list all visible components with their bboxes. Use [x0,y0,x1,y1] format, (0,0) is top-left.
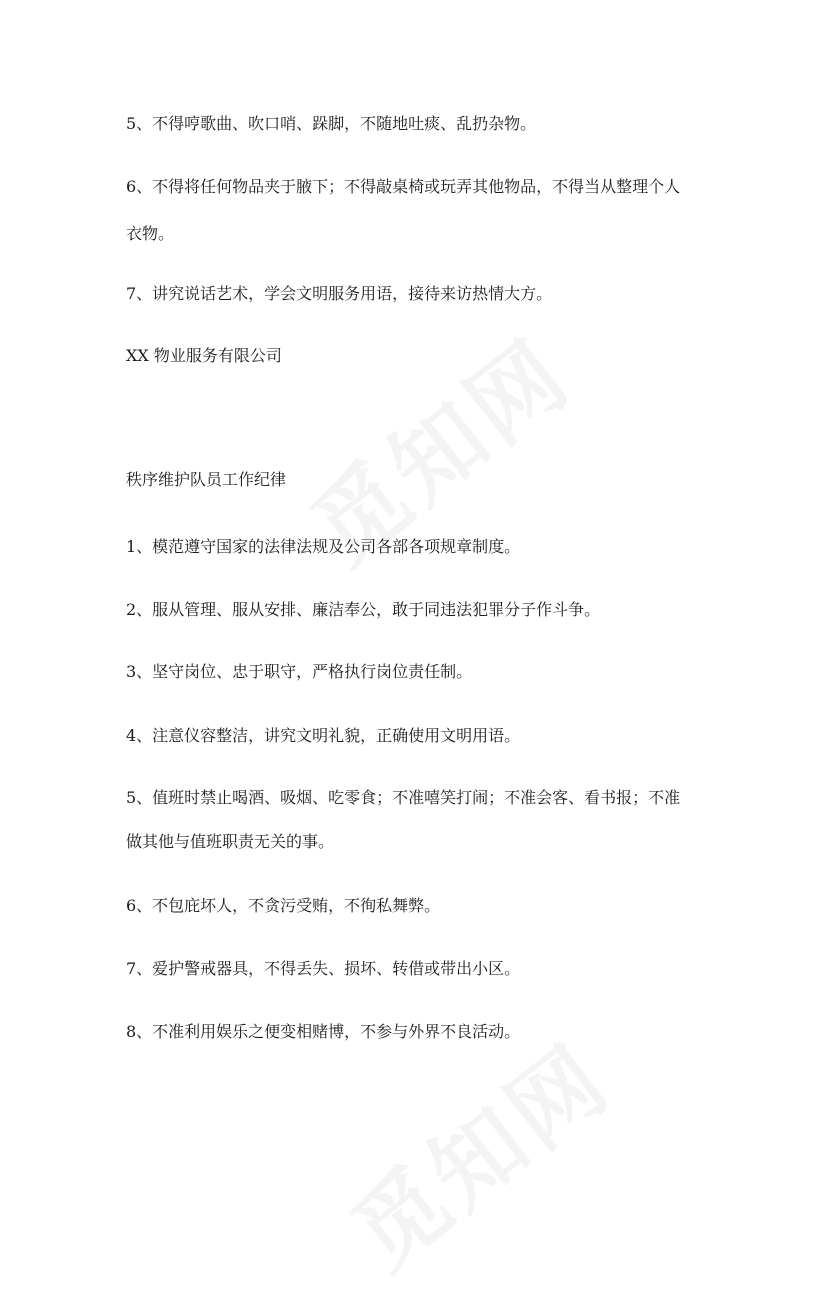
previous-rule-6 [126,177,716,244]
previous-rule-6-line-2: 衣物。 [126,224,175,243]
rule-2: 2、服从管理、服从安排、廉洁奉公，敢于同违法犯罪分子作斗争。 [126,600,601,619]
watermark-bottom [321,1008,634,1293]
rule-5 [126,788,716,852]
previous-rule-6-line-1: 6、不得将任何物品夹于腋下；不得敲桌椅或玩弄其他物品，不得当从整理个人 [126,177,681,196]
rule-1: 1、模范遵守国家的法律法规及公司各部各项规章制度。 [126,537,521,556]
previous-rule-7: 7、讲究说话艺术，学会文明服务用语，接待来访热情大方。 [126,284,553,303]
previous-rule-5: 5、不得哼歌曲、吹口哨、跺脚，不随地吐痰、乱扔杂物。 [126,114,537,133]
rule-6: 6、不包庇坏人，不贪污受贿，不徇私舞弊。 [126,896,441,915]
rule-4: 4、注意仪容整洁，讲究文明礼貌，正确使用文明用语。 [126,726,521,745]
rule-5-line-1: 5、值班时禁止喝酒、吸烟、吃零食；不准嘻笑打闹；不准会客、看书报；不准 [126,788,681,807]
rule-5-line-2: 做其他与值班职责无关的事。 [126,832,335,851]
section-title: 秩序维护队员工作纪律 [126,470,287,489]
company-name: XX 物业服务有限公司 [126,346,282,365]
rule-8: 8、不准利用娱乐之便变相赌博，不参与外界不良活动。 [126,1022,521,1041]
rule-3: 3、坚守岗位、忠于职守，严格执行岗位责任制。 [126,662,473,681]
rule-7: 7、爱护警戒器具，不得丢失、损坏、转借或带出小区。 [126,959,521,978]
